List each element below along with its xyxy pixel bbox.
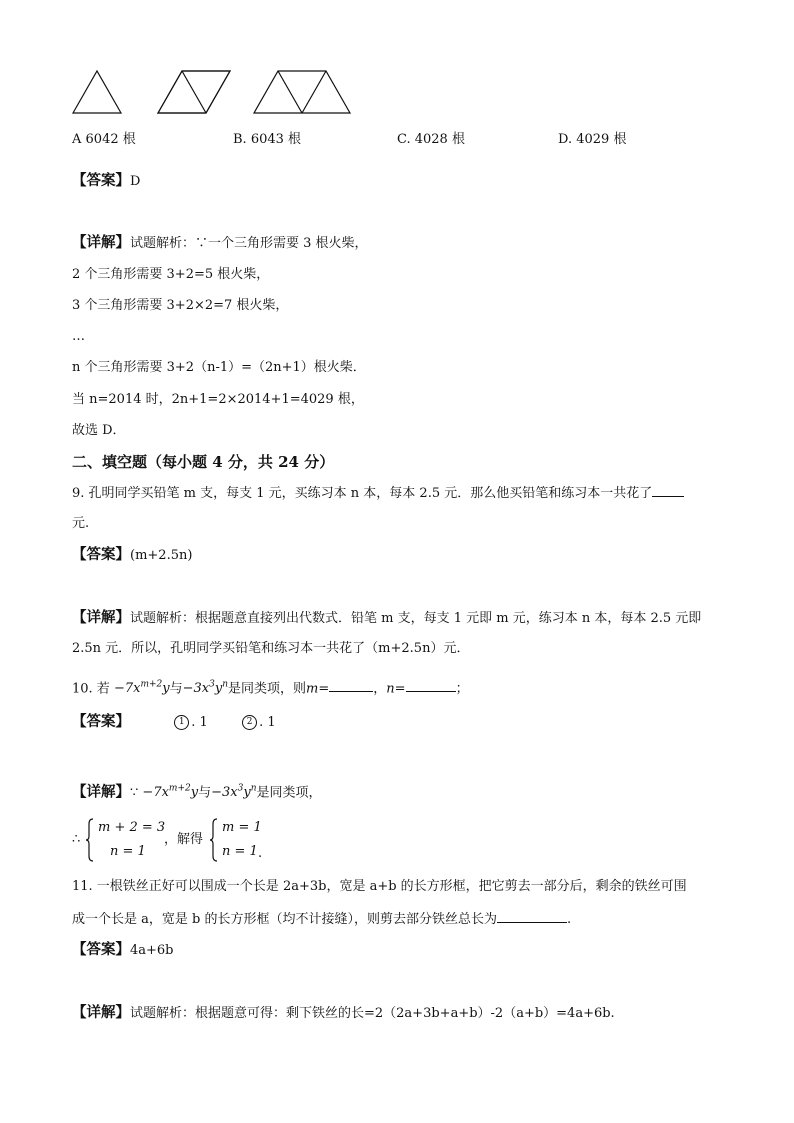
left-brace-1 [85, 818, 95, 862]
q10-end: ； [455, 681, 469, 697]
section-heading: 二、填空题（每小题 4 分，共 24 分） [72, 453, 335, 471]
term2-mid: y [243, 785, 251, 801]
q8-detail-line-7: 故选 D． [72, 423, 126, 438]
term2-base: −3x [182, 681, 210, 697]
answer-value: D [130, 174, 141, 189]
term2-mid: y [214, 681, 223, 697]
term1-tail: y [190, 785, 199, 801]
triangle-figure-1 [73, 71, 121, 113]
q8-detail-line-4: … [72, 329, 85, 344]
answer-mark-1: 1 [174, 715, 189, 730]
m-equals: m= [306, 681, 330, 697]
q10-prefix: 10. 若 [72, 681, 110, 697]
q10-question [72, 676, 469, 698]
detail-statement: 是同类项， [256, 785, 322, 801]
answer-mark-2: 2 [242, 715, 257, 730]
detail-label: 【详解】 [72, 1004, 130, 1021]
left-brace-2 [209, 818, 219, 862]
detail-label: 【详解】 [72, 234, 130, 251]
q8-detail-line-5: n 个三角形需要 3+2（n-1）=（2n+1）根火柴． [72, 360, 366, 375]
q9-blank [652, 484, 684, 497]
answer-value: 4a+6b [130, 943, 174, 958]
option-a: A 6042 根 [72, 132, 136, 147]
equation-1: m + 2 = 3 [98, 820, 166, 835]
term1-exponent: m+2 [140, 680, 163, 690]
term1-base: −7x [113, 681, 141, 697]
answer-label: 【答案】 [72, 172, 130, 189]
q11-detail [72, 1004, 615, 1023]
q10-term2 [183, 681, 228, 696]
answer-value: (m+2.5n) [130, 548, 193, 563]
q9-text: 9. 孔明同学买铅笔 m 支，每支 1 元，买练习本 n 本，每本 2.5 元．那么他买铅笔和练习本一共花了 [72, 486, 653, 501]
q9-question [72, 484, 684, 503]
result-2: n = 1 [222, 844, 258, 859]
term2-exponent-2: n [222, 680, 229, 690]
q11-answer [72, 941, 174, 960]
detail-term1 [142, 785, 198, 800]
term1-exponent: m+2 [168, 784, 191, 794]
triangle-figure-2 [158, 71, 230, 113]
n-equals: n= [386, 681, 406, 697]
q10-equation-system [72, 818, 332, 862]
answer-value-1: . 1 [191, 715, 208, 730]
answer-label: 【答案】 [72, 546, 130, 563]
q9-answer [72, 546, 192, 565]
detail-label: 【详解】 [72, 609, 130, 626]
therefore-symbol: ∴ [72, 832, 81, 847]
equation-2: n = 1 [110, 844, 146, 859]
q10-answer [72, 713, 276, 732]
matchstick-triangles-figure [70, 68, 360, 118]
detail-text: 试题解析：根据题意可得：剩下铁丝的长=2（2a+3b+a+b）-2（a+b）=4a+6b. [130, 1006, 615, 1021]
term2-exponent: 3 [209, 680, 215, 690]
detail-text: 试题解析：∵一个三角形需要 3 根火柴， [130, 236, 368, 251]
q8-detail-line-3: 3 个三角形需要 3+2×2=7 根火柴， [72, 298, 289, 313]
detail-term2 [211, 785, 256, 800]
q11-text: 成一个长是 a，宽是 b 的长方形框（均不计接缝），则剪去部分铁丝总长为 [72, 912, 497, 927]
term1-base: −7x [142, 785, 169, 801]
option-d: D. 4029 根 [558, 132, 627, 147]
q11-question-line-1: 11. 一根铁丝正好可以围成一个长是 2a+3b，宽是 a+b 的长方形框，把它剪去一部分后，剩余的铁丝可围 [72, 879, 687, 894]
option-b: B. 6043 根 [233, 132, 302, 147]
q9-question-end: 元. [72, 516, 90, 531]
q10-detail-line-1 [72, 780, 322, 802]
triangle-figure-3 [254, 71, 350, 113]
end-dot: . [258, 846, 263, 861]
q11-blank [497, 910, 567, 923]
n-blank [406, 679, 456, 692]
detail-connector: 与 [198, 785, 212, 801]
term2-exponent: 3 [237, 784, 244, 794]
option-c: C. 4028 根 [397, 132, 465, 147]
detail-text: 试题解析：根据题意直接列出代数式．铅笔 m 支，每支 1 元即 m 元，练习本 n 本，每本 2.5 元即 [130, 611, 702, 626]
detail-label: 【详解】 [72, 783, 130, 801]
q10-connector: 与 [169, 681, 183, 697]
q10-term1 [114, 681, 170, 696]
term1-tail: y [162, 681, 170, 697]
answer-label: 【答案】 [72, 941, 130, 958]
q10-statement: 是同类项，则 [228, 681, 307, 697]
q9-detail-line-2: 2.5n 元．所以，孔明同学买铅笔和练习本一共花了（m+2.5n）元． [72, 641, 470, 656]
term2-exponent-2: n [250, 784, 257, 794]
q11-question-line-2 [72, 910, 571, 929]
q9-detail-line-1 [72, 609, 701, 628]
answer-label: 【答案】 [72, 713, 130, 730]
q8-detail-line-1 [72, 234, 368, 253]
q11-end: . [566, 912, 572, 927]
solve-text: ，解得 [164, 832, 204, 847]
answer-value-2: . 1 [259, 715, 276, 730]
because-symbol: ∵ [130, 785, 139, 801]
q8-detail-line-6: 当 n=2014 时，2n+1=2×2014+1=4029 根， [72, 392, 364, 407]
result-1: m = 1 [222, 820, 262, 835]
separator: ， [373, 681, 387, 697]
q8-detail-line-2: 2 个三角形需要 3+2=5 根火柴， [72, 267, 270, 282]
q8-answer [72, 172, 140, 191]
term2-base: −3x [211, 785, 238, 801]
m-blank [329, 679, 373, 692]
